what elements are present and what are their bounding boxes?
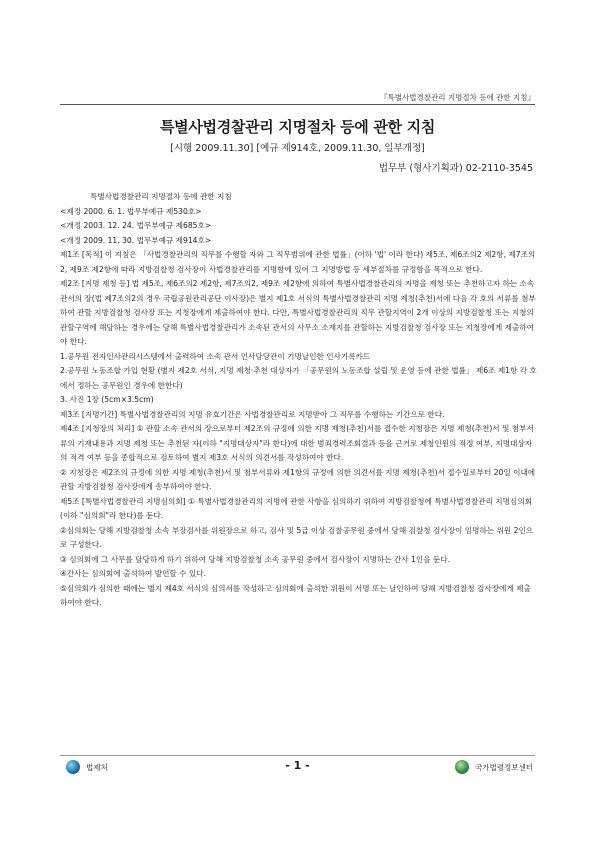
footer-right-label: 국가법령정보센터 bbox=[475, 762, 533, 772]
article-4-para-1: 제4조 [지청장의 처리] ① 관할 소속 관서의 장으로부터 제2조의 규정에 의한 지명 제청(추천)서를 접수한 지청장은 지명 제청(추천)서 및 첨부서류의 기재내용과 지명 제청 또는 추천된 자(이하 "지명대상자"라 한다)에 대한 범죄경력조회결과 등을 근거로 제청인원의 적정 여부, 지명대상자의 적격 여부 등을 종합적으로 검토하여 별지 제3호 서식의 의견서를 작성하여야 한다. bbox=[60, 424, 534, 462]
footer-left-label: 법제처 bbox=[86, 762, 108, 772]
ministry-contact: 법무부 (형사기획과) 02-2110-3545 bbox=[378, 163, 533, 174]
history-line: <개정 2009. 11. 30. 법무부예규 제914호> bbox=[60, 235, 212, 245]
history-line: <개정 2003. 12. 24. 법무부예규 제685호> bbox=[60, 221, 212, 230]
footer-divider bbox=[60, 755, 535, 756]
article-5-para-1: 제5조 [특별사법경찰관리 지명심의회] ① 특별사법경찰관리의 지명에 관한 사항을 심의하기 위하여 지방검찰청에 특별사법경찰관리 지명심의회(이하 "심의회"라 한다)를 둔다. bbox=[60, 496, 532, 520]
history-line: <제정 2000. 6. 1. 법무부예규 제530호> bbox=[60, 206, 202, 216]
article-2: 제2조 [지명 제청 등] 법 제5조, 제6조의2 제2항, 제7조의2, 제9조 제2항에 의하여 특별사법경찰관리의 지명을 제청 또는 추천하고자 하는 소속 관서의 장(법 제7조의2의 경우 국립공원관리공단 이사장)은 별지 제1호 서식의 특별사법경찰관리 지명 제청(추천)서에 다음 각 호의 서류를 첨부하여 관할 지방검찰청 검사장 또는 지청장에게 제출하여야 한다. 다만, 특별사법경찰관리의 직무 관할지역이 2개 이상의 지방검찰청 또는 지청의 관할구역에 해당하는 경우에는 당해 특별사법경찰관리가 소속된 관서의 사무소 소재지를 관할하는 지방검찰청 검사장 또는 지청장에게 제출하여야 한다. bbox=[60, 279, 536, 346]
page-number: - 1 - bbox=[285, 759, 310, 772]
law-center-globe-icon bbox=[455, 760, 469, 774]
article-1: 제1조 [목적] 이 지침은 「사법경찰관리의 직무를 수행할 자와 그 직무범위에 관한 법률」(이하 '법' 이라 한다) 제5조, 제6조의2 제2항, 제7조의2, 제9조 제2항에 따라 지방검찰청 검사장이 사법경찰관리를 지명함에 있어 그 지명방법 등 세부절차를 규정함을 목적으로 한다. bbox=[60, 250, 536, 274]
article-5-para-4: ④간사는 심의회에 출석하여 발언할 수 있다. bbox=[60, 569, 206, 578]
header-divider bbox=[60, 104, 535, 105]
footer-right bbox=[455, 760, 533, 774]
article-2-item-3: 3. 사진 1장 (5cm×3.5cm) bbox=[60, 395, 154, 404]
article-5-para-5: ⑤심의회가 심의한 때에는 별지 제4호 서식의 심의서를 작성하고 심의회에 출석한 위원이 서명 또는 날인하여 당해 지방검찰청 검사장에게 제출하여야 한다. bbox=[60, 583, 531, 607]
article-2-item-1: 1.공무원 전자인사관리시스템에서 출력하여 소속 관서 인사담당관이 기명날인한 인사기록카드 bbox=[60, 351, 371, 361]
document-subtitle: [시행 2009.11.30] [예규 제914호, 2009.11.30, 일부개정] bbox=[170, 143, 425, 154]
article-3: 제3조 [지명기간] 특별사법경찰관리의 지명 유효기간은 사법경찰관리로 지명받아 그 직무를 수행하는 기간으로 한다. bbox=[60, 409, 445, 419]
article-5-para-2: ②심의회는 당해 지방검찰청 소속 부장검사를 위원장으로 하고, 검사 및 5급 이상 검찰공무원 중에서 당해 검찰청 검사장이 임명하는 위원 2인으로 구성한다. bbox=[60, 525, 534, 549]
document-title: 특별사법경찰관리 지명절차 등에 관한 지침 bbox=[159, 118, 436, 136]
article-2-item-2: 2.공무원 노동조합 가입 현황 (별지 제2호 서식, 지명 제청·추천 대상자가 「공무원의 노동조합 설립 및 운영 등에 관한 법률」 제6조 제1항 각 호에서 정하는 공무원인 경우에 한한다) bbox=[60, 366, 537, 390]
document-body bbox=[60, 190, 538, 611]
article-4-para-2: ② 지청장은 제2조의 규정에 의한 지명 제청(추천)서 및 첨부서류와 제1항의 규정에 의한 의견서를 지명 제청(추천)서 접수일로부터 20일 이내에 관할 지방검찰청 검사장에게 송부하여야 한다. bbox=[60, 467, 536, 491]
body-heading: 특별사법경찰관리 지명절차 등에 관한 지침 bbox=[90, 192, 232, 201]
article-5-para-3: ③ 심의회에 그 사무를 담당하게 하기 위하여 당해 지방검찰청 소속 공무원 중에서 검사장이 지명하는 간사 1인을 둔다. bbox=[60, 554, 451, 564]
header-reference: 『특별사법경찰관리 지명절차 등에 관한 지침』 bbox=[380, 93, 535, 102]
